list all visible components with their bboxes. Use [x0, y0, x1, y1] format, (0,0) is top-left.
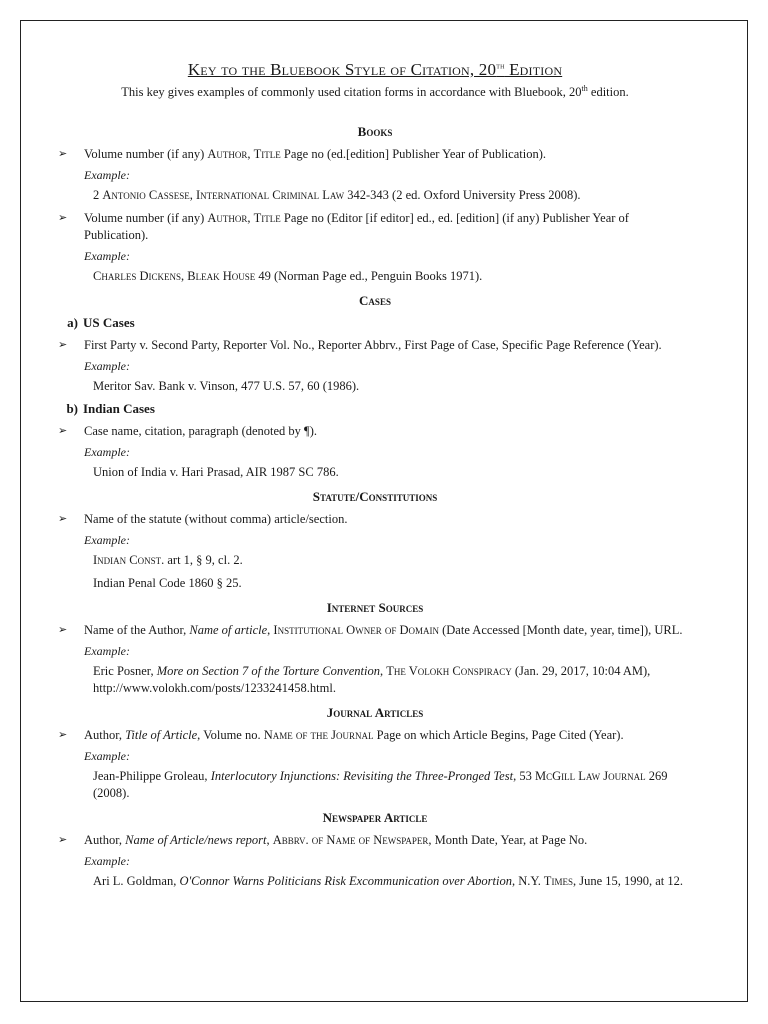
example-journal: Jean-Philippe Groleau, Interlocutory Injunctions: Revisiting the Three-Pronged Test, 53 McGill Law Journal 269 (2008).: [93, 769, 668, 801]
rule-journal: ➢ Author, Title of Article, Volume no. Name of the Journal Page on which Article Begins, Page Cited (Year).: [58, 728, 624, 743]
page-title: Key to the Bluebook Style of Citation, 20th Edition: [187, 60, 563, 79]
rule-indian-cases: ➢ Case name, citation, paragraph (denoted by ¶).: [58, 424, 318, 439]
section-heading-journal: Journal Articles: [326, 705, 424, 721]
page-subtitle: This key gives examples of commonly used citation forms in accordance with Bluebook, 20th edition.: [121, 84, 629, 100]
section-heading-books: Books: [357, 124, 393, 140]
arrow-bullet-icon: ➢: [58, 834, 68, 847]
arrow-bullet-icon: ➢: [58, 339, 68, 352]
rule-newspaper: ➢ Author, Name of Article/news report, Abbrv. of Name of Newspaper, Month Date, Year, at Page No.: [58, 833, 588, 848]
example-statute-2: Indian Penal Code 1860 § 25.: [93, 576, 242, 591]
example-statute-1: Indian Const. art 1, § 9, cl. 2.: [93, 553, 243, 568]
arrow-bullet-icon: ➢: [58, 624, 68, 637]
section-heading-cases: Cases: [359, 293, 391, 309]
example-us-cases: Meritor Sav. Bank v. Vinson, 477 U.S. 57, 60 (1986).: [93, 379, 360, 394]
section-heading-internet: Internet Sources: [326, 600, 424, 616]
rule-statute: ➢ Name of the statute (without comma) article/section.: [58, 512, 348, 527]
example-label: Example:: [84, 168, 130, 183]
example-label: Example:: [84, 249, 130, 264]
example-books-1: 2 Antonio Cassese, International Criminal Law 342-343 (2 ed. Oxford University Press 2008).: [93, 188, 581, 203]
example-books-2: Charles Dickens, Bleak House 49 (Norman Page ed., Penguin Books 1971).: [93, 269, 483, 284]
arrow-bullet-icon: ➢: [58, 425, 68, 438]
arrow-bullet-icon: ➢: [58, 148, 68, 161]
example-label: Example:: [84, 533, 130, 548]
example-label: Example:: [84, 749, 130, 764]
example-internet: Eric Posner, More on Section 7 of the Torture Convention, The Volokh Conspiracy (Jan. 29, 2017, 10:04 AM), http://www.volokh.com/posts/1233241458.html.: [93, 664, 651, 696]
rule-us-cases: ➢ First Party v. Second Party, Reporter Vol. No., Reporter Abbrv., First Page of Case, Specific Page Reference (Year).: [58, 338, 662, 353]
subheading-us-cases: a) US Cases: [67, 315, 135, 331]
rule-books-2: ➢ Volume number (if any) Author, Title Page no (Editor [if editor] ed., ed. [edition] (if any) Publisher Year of Publication).: [58, 211, 629, 243]
section-heading-statute: Statute/Constitutions: [312, 489, 438, 505]
section-heading-newspaper: Newspaper Article: [322, 810, 428, 826]
example-newspaper: Ari L. Goldman, O'Connor Warns Politicians Risk Excommunication over Abortion, N.Y. Times, June 15, 1990, at 12.: [93, 874, 684, 889]
document-body: [58, 58, 692, 896]
rule-internet: ➢ Name of the Author, Name of article, Institutional Owner of Domain (Date Accessed [Month date, year, time]), URL.: [58, 623, 683, 638]
arrow-bullet-icon: ➢: [58, 729, 68, 742]
arrow-bullet-icon: ➢: [58, 513, 68, 526]
example-label: Example:: [84, 854, 130, 869]
example-indian-cases: Union of India v. Hari Prasad, AIR 1987 SC 786.: [93, 465, 339, 480]
rule-books-1: ➢ Volume number (if any) Author, Title Page no (ed.[edition] Publisher Year of Publication).: [58, 147, 547, 162]
subheading-indian-cases: b) Indian Cases: [66, 401, 155, 417]
example-label: Example:: [84, 359, 130, 374]
example-label: Example:: [84, 445, 130, 460]
arrow-bullet-icon: ➢: [58, 212, 68, 225]
example-label: Example:: [84, 644, 130, 659]
